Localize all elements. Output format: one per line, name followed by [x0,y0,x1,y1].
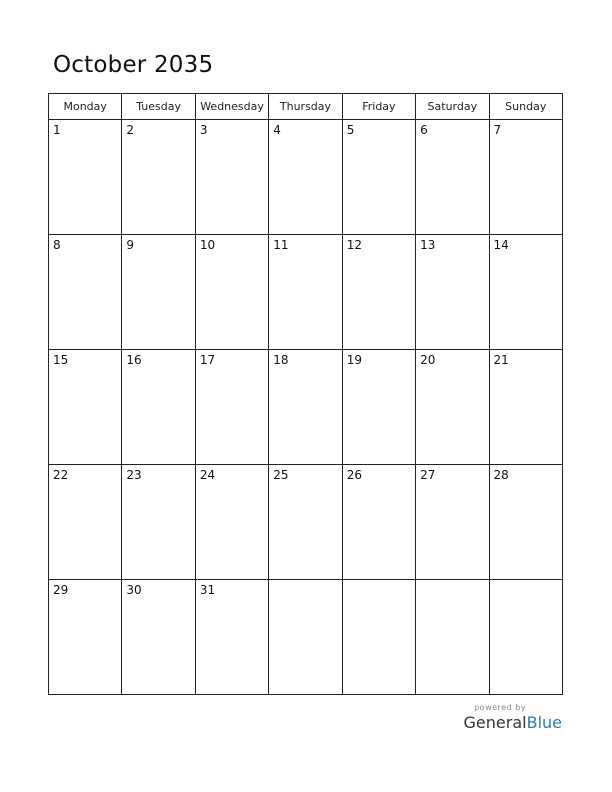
day-number: 9 [126,238,135,252]
day-cell [195,465,268,580]
day-number: 20 [420,353,436,367]
day-cell [122,465,195,580]
day-number: 22 [53,468,69,482]
week-row [49,235,563,350]
day-cell [489,350,562,465]
day-number: 2 [126,123,135,137]
day-number: 27 [420,468,436,482]
day-number: 17 [199,353,216,367]
day-number: 5 [346,123,355,137]
day-number: 18 [273,353,289,367]
brand-general-text: General [463,713,527,732]
day-cell [122,120,195,235]
day-number: 15 [53,353,69,367]
day-number: 8 [53,238,61,252]
week-row [49,120,563,235]
day-number: 28 [493,468,509,482]
day-number [416,580,488,583]
day-number: 16 [126,353,142,367]
weekday-saturday: Saturday [416,94,489,120]
day-cell [49,580,122,695]
weekday-thursday: Thursday [269,94,342,120]
day-cell [49,465,122,580]
day-number: 7 [493,123,502,137]
day-number: 25 [273,468,289,482]
day-cell [122,350,195,465]
day-cell [342,350,415,465]
day-number: 19 [346,353,362,367]
day-number: 1 [53,123,61,137]
powered-by-text: powered by [474,703,526,712]
day-cell [489,465,562,580]
calendar-title: October 2035 [53,52,214,78]
brand-footer [464,703,562,733]
day-cell [416,235,489,350]
day-number: 12 [346,238,362,252]
day-cell [195,350,268,465]
day-cell [342,580,415,695]
day-cell [269,350,342,465]
day-cell [269,235,342,350]
day-number: 14 [493,238,509,252]
day-number: 30 [126,583,142,597]
day-number: 24 [199,468,216,482]
day-number: 3 [199,123,208,137]
day-number: 31 [199,583,216,597]
day-number: 13 [420,238,436,252]
day-number [269,580,341,583]
weekday-sunday: Sunday [489,94,562,120]
day-cell [49,120,122,235]
day-number: 23 [126,468,142,482]
day-cell [489,120,562,235]
weekday-friday: Friday [342,94,415,120]
day-cell [489,235,562,350]
day-cell [342,465,415,580]
day-cell [342,120,415,235]
day-cell [122,235,195,350]
brand-blue-text: Blue [526,713,562,732]
week-row [49,465,563,580]
day-number: 4 [273,123,281,137]
calendar-grid [48,93,563,695]
weekday-wednesday: Wednesday [195,94,268,120]
day-number: 21 [493,353,509,367]
day-cell [342,235,415,350]
day-cell [269,580,342,695]
day-cell [416,350,489,465]
day-cell [416,120,489,235]
generalblue-logo [464,713,562,733]
day-cell [195,120,268,235]
day-number: 11 [273,238,289,252]
day-number [343,580,415,583]
day-cell [195,580,268,695]
day-number: 6 [420,123,428,137]
day-number [490,580,562,583]
day-number: 29 [53,583,69,597]
week-row [49,350,563,465]
day-cell [489,580,562,695]
day-number: 10 [199,238,216,252]
day-cell [416,580,489,695]
day-cell [269,465,342,580]
day-cell [269,120,342,235]
day-cell [49,350,122,465]
week-row [49,580,563,695]
weekday-header-row [49,94,563,120]
day-cell [195,235,268,350]
day-number: 26 [346,468,362,482]
day-cell [49,235,122,350]
day-cell [416,465,489,580]
weekday-tuesday: Tuesday [122,94,195,120]
day-cell [122,580,195,695]
weekday-monday: Monday [49,94,122,120]
